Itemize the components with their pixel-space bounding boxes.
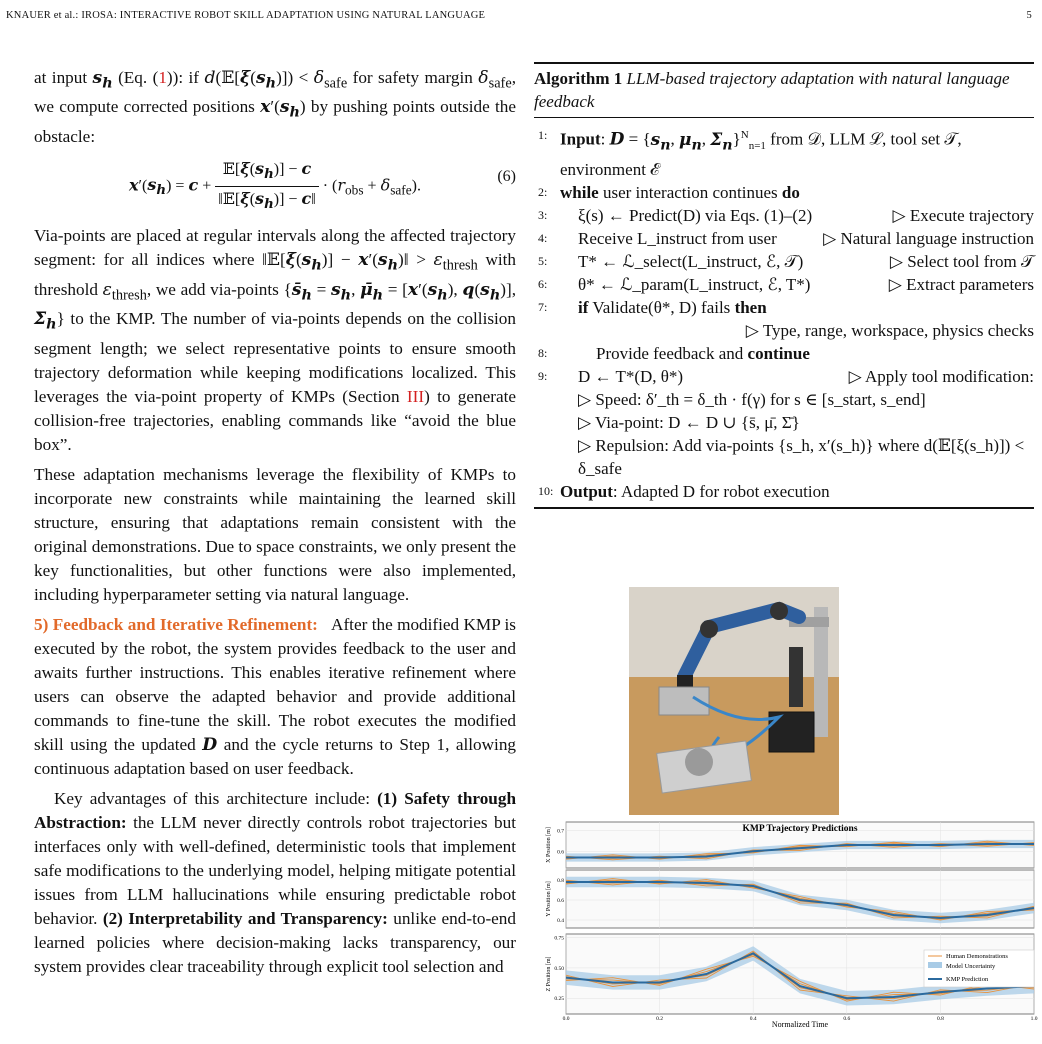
paragraph-adaptation: These adaptation mechanisms leverage the flexibility of KMPs to incorporate new constraints while maintaining the learned skill structure, ensuring that adaptations remain consistent with the original demonstrations. Due to space constraints, we only present the key functionalities, but other functions were also implemented, including hyperparameter setting via natural language.: [34, 464, 516, 604]
running-header: KNAUER et al.: IROSA: INTERACTIVE ROBOT SKILL ADAPTATION USING NATURAL LANGUAGE: [6, 10, 486, 21]
y-axis-label: Y Position [m]: [546, 881, 552, 917]
y-tick-label: 0.8: [557, 878, 564, 884]
x-tick-label: 0.6: [843, 1016, 851, 1022]
x-tick-label: 1.0: [1030, 1016, 1038, 1022]
chart-legend: [924, 950, 1034, 987]
legend-item-pred: KMP Prediction: [946, 976, 989, 983]
robot-photo: [629, 587, 839, 815]
alg-line-speed: ▷ Speed: δ′_th = δ_th · f(γ) for s ∈ [s_start, s_end]: [578, 390, 926, 410]
left-column: [34, 66, 516, 985]
alg-line-7: 7: if Validate(θ*, D) fails then ▷ Type, range, workspace, physics checks: [538, 298, 1034, 341]
paragraph-advantages: Key advantages of this architecture include: (1) Safety through Abstraction: the LLM never directly controls robot trajectories but interfaces only with well-defined, deterministic tools that implement safe modifications to the underlying model, helping mitigate potential issues from LLM hallucinations while ensuring predictable robot behavior. (2) Interpretability and Transparency: unlike end-to-end learned policies where decision-making lacks transparency, our system provides clear traceability through explicit tool selection and: [34, 788, 516, 976]
y-tick-label: 0.6: [557, 849, 564, 856]
paragraph-safety: at input $s_h$ (Eq. (1)): if $d(𝔼[\xi(s_h)]) < \delta_{safe}$ for safety margin $\delta_{safe}$, we compute corrected positions $x'(s_h)$ by pushing points outside the obstacle:: [34, 68, 516, 146]
x-tick-label: 0.8: [936, 1016, 944, 1022]
paragraph-via-points: Via-points are placed at regular intervals along the affected trajectory segment: for all indices where $‖𝔼[\xi(s_h)]$ − $x'(s_h)‖ > \varepsilon_{thresh}$ with threshold $\varepsilon_{thresh}$, we add via-points {$s̄_h = s_h$, $\mū_h = [x'(s_h)$, $q(s_h)$], $\Sigmā_h$} to the KMP. The number of via-points depends on the collision segment length; we select representative points to ensure smooth trajectory deformation while keeping modifications localized. This leverages the via-point property of KMPs (Section III) to generate collision-free trajectories, enabling commands like “avoid the blue box”.: [34, 226, 517, 454]
equation-6: $x'(s_h) = c$ + $𝔼[\xi(s_h)] - c$ $‖𝔼[\xi(s_h)]$ − c‖ · $(r_{obs} + \delta_{safe})$. (6): [128, 158, 516, 213]
y-axis-label: Z Position [m]: [546, 956, 552, 992]
x-tick-label: 0.2: [656, 1016, 664, 1022]
x-tick-label: 0.0: [562, 1016, 570, 1022]
alg-line-9: 9: D ← T*(D, θ*) ▷ Apply tool modification:: [538, 367, 1034, 387]
y-tick-label: 0.6: [557, 898, 564, 904]
y-tick-label: 0.7: [557, 828, 564, 835]
legend-item-demo: Human Demonstrations: [946, 953, 1008, 960]
equation-number: (6): [497, 167, 516, 185]
alg-line-5: 5: T* ← ℒ_select(L_instruct, ℰ, 𝒯) ▷ Select tool from 𝒯: [538, 252, 1034, 272]
x-tick-label: 0.4: [749, 1016, 757, 1022]
alg-line-10: 10: Output: Adapted D for robot execution: [538, 482, 830, 502]
chart-xlabel: Normalized Time: [771, 1020, 829, 1029]
legend-item-band: Model Uncertainty: [946, 963, 996, 970]
paragraph-feedback: 5) Feedback and Iterative Refinement: After the modified KMP is executed by the robot, the system provides feedback to the user and awaits further instructions. This enables iterative refinement where users can observe the adapted behavior and provide additional commands to fine-tune the skill. The robot executes the modified skill using the updated D and the cycle returns to Step 1, allowing continuous adaptation based on user feedback.: [34, 614, 517, 778]
alg-line-6: 6: θ* ← ℒ_param(L_instruct, ℰ, T*) ▷ Extract parameters: [538, 275, 1034, 295]
subsection-heading: 5) Feedback and Iterative Refinement:: [34, 614, 318, 634]
y-tick-label: 0.25: [554, 996, 564, 1003]
alg-line-3: 3: ξ(s) ← Predict(D) via Eqs. (1)–(2) ▷ Execute trajectory: [538, 206, 1034, 226]
alg-line-2: 2: while user interaction continues do: [538, 183, 800, 203]
page-number: 5: [1026, 10, 1032, 21]
kmp-trajectory-chart: [540, 818, 1036, 1030]
alg-line-4: 4: Receive L_instruct from user ▷ Natural language instruction: [538, 229, 1034, 249]
y-tick-label: 0.50: [554, 965, 564, 972]
chart-title: KMP Trajectory Predictions: [742, 824, 858, 834]
y-tick-label: 0.75: [554, 935, 564, 942]
alg-line-8: 8: Provide feedback and continue: [538, 344, 810, 364]
robot-photo-illustration: [629, 587, 839, 815]
y-tick-label: 0.4: [557, 918, 564, 924]
legend-band-swatch: [928, 962, 942, 968]
algorithm-title: Algorithm 1 LLM-based trajectory adaptation with natural language feedback: [534, 69, 1010, 111]
alg-line-viapoint: ▷ Via-point: D ← D ∪ {s̄, μ̄, Σ̄}: [578, 413, 800, 433]
algorithm-1: [534, 62, 1034, 509]
alg-line-repulsion: ▷ Repulsion: Add via-points {s_h, x′(s_h)} where d(𝔼[ξ(s_h)]) < δ_safe: [578, 436, 1025, 479]
alg-line-1: 1: Input: $D = \{s_n$, $\mu_n$, $\Sigma_n\}^N_{n=1}$ from 𝒟, LLM ℒ, tool set 𝒯, environment ℰ: [538, 128, 962, 180]
y-axis-label: X Position [m]: [546, 827, 552, 863]
